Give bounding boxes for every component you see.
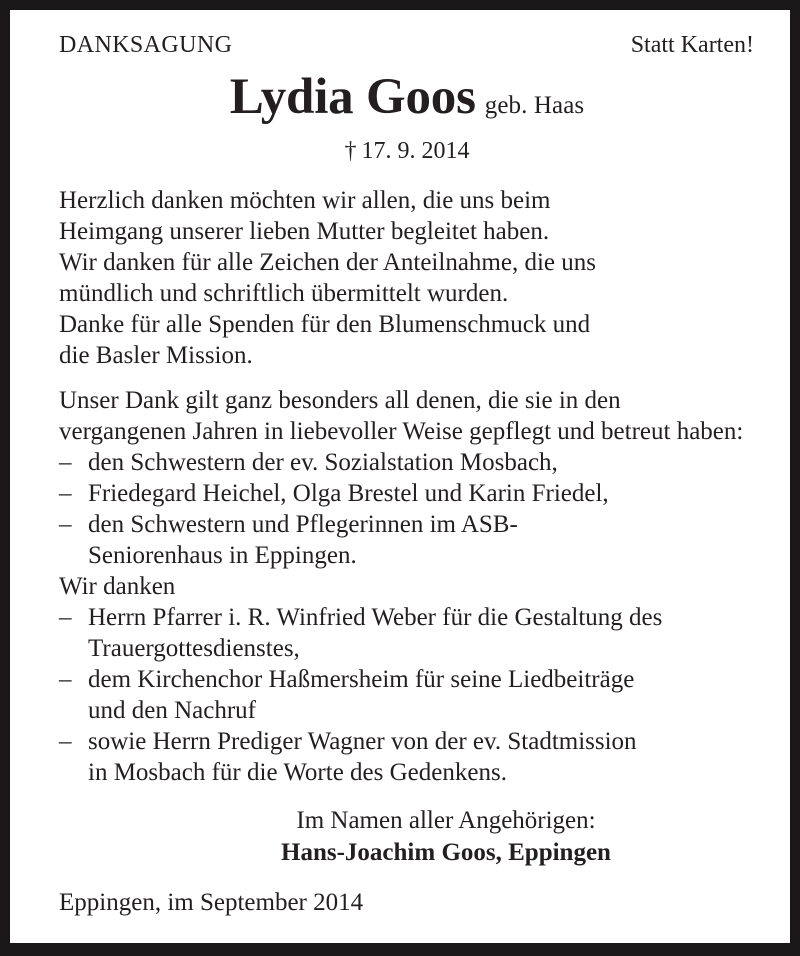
list-dash-icon: –	[59, 727, 72, 755]
closing-block	[59, 805, 755, 869]
list-item-line: Seniorenhaus in Eppingen.	[88, 541, 357, 569]
paragraph-line: Unser Dank gilt ganz besonders all denen, die sie in den	[59, 386, 621, 414]
header-row	[59, 10, 755, 57]
death-date-line	[59, 139, 755, 163]
list-item	[59, 478, 755, 509]
paragraph-line: mündlich und schriftlich übermittelt wurden.	[59, 279, 509, 307]
second-thanks-list	[59, 602, 755, 788]
paragraph-line: Herzlich danken möchten wir allen, die uns beim	[59, 186, 551, 214]
paragraph-line: Heimgang unserer lieben Mutter begleitet haben.	[59, 217, 550, 245]
death-date-value: 17. 9. 2014	[361, 137, 470, 164]
maiden-name: geb. Haas	[484, 92, 585, 119]
list-item	[59, 509, 755, 571]
closing-intro: Im Namen aller Angehörigen:	[296, 806, 596, 834]
list-item-line: Trauergottesdienstes,	[88, 634, 300, 662]
carers-list	[59, 447, 755, 571]
list-dash-icon: –	[59, 510, 72, 538]
paragraph-line: Danke für alle Spenden für den Blumenschmuck und	[59, 310, 591, 338]
list-item-line: Friedegard Heichel, Olga Brestel und Karin Friedel,	[88, 479, 609, 507]
deceased-name: Lydia Goos	[229, 69, 476, 125]
name-block	[59, 71, 755, 125]
list-dash-icon: –	[59, 448, 72, 476]
dagger-cross-icon: †	[344, 137, 357, 164]
list-item-line: den Schwestern und Pflegerinnen im ASB-	[88, 510, 518, 538]
paragraph-carers-intro	[59, 385, 755, 447]
list-item-line: sowie Herrn Prediger Wagner von der ev. Stadtmission	[88, 727, 637, 755]
paragraph-second-thanks-heading	[59, 571, 755, 602]
paragraph-line: die Basler Mission.	[59, 341, 253, 369]
obituary-card	[10, 10, 790, 943]
paragraph-line: betreut haben:	[601, 417, 744, 445]
list-item	[59, 447, 755, 478]
list-dash-icon: –	[59, 665, 72, 693]
list-item-line: Herrn Pfarrer i. R. Winfried Weber für die Gestaltung des	[88, 603, 663, 631]
notice-statt-karten: Statt Karten!	[630, 32, 754, 58]
paragraph-line: Wir danken	[59, 572, 176, 600]
paragraph-line: Wir danken für alle Zeichen der Anteilnahme, die uns	[59, 248, 596, 276]
list-dash-icon: –	[59, 479, 72, 507]
obituary-body	[59, 185, 755, 918]
kicker-danksagung: DANKSAGUNG	[59, 32, 233, 58]
signatory-name: Hans-Joachim Goos, Eppingen	[281, 838, 611, 866]
list-dash-icon: –	[59, 603, 72, 631]
place-and-date: Eppingen, im September 2014	[59, 888, 364, 916]
list-item-line: den Schwestern der ev. Sozialstation Mosbach,	[88, 448, 558, 476]
paragraph-line: vergangenen Jahren in liebevoller Weise gepflegt und	[59, 417, 595, 445]
paragraph-thanks-intro	[59, 185, 755, 371]
list-item-line: in Mosbach für die Worte des Gedenkens.	[88, 758, 507, 786]
list-item	[59, 602, 755, 664]
list-item	[59, 726, 755, 788]
list-item-line: dem Kirchenchor Haßmersheim für seine Liedbeiträge	[88, 665, 635, 693]
list-item-line: und den Nachruf	[88, 696, 256, 724]
list-item	[59, 664, 755, 726]
